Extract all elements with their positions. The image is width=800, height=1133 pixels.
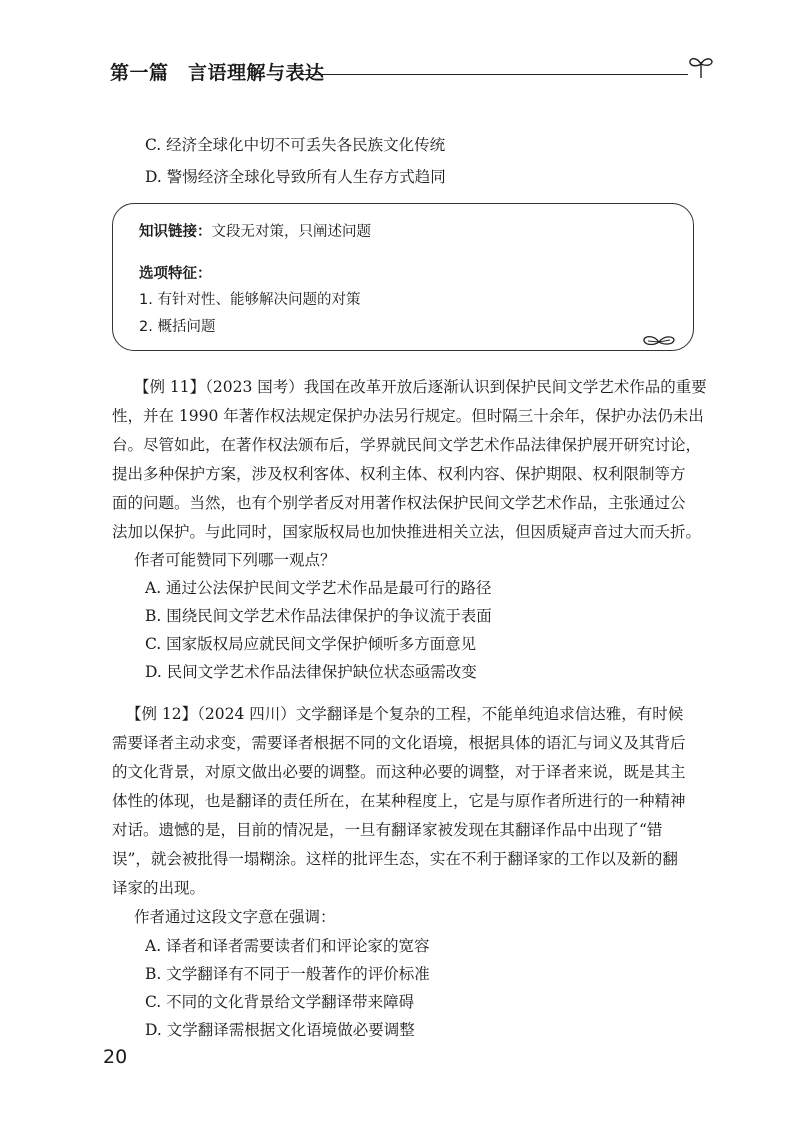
- passage-line: 误”，就会被批得一塌糊涂。这样的批评生态，实在不利于翻译家的工作以及新的翻: [112, 850, 678, 868]
- passage-line: 体性的体现，也是翻译的责任所在，在某种程度上，它是与原作者所进行的一种精神: [112, 792, 686, 810]
- header-title: 第一篇 言语理解与表达: [110, 62, 325, 84]
- example-11-option-a: A. 通过公法保护民间文学艺术作品是最可行的路径: [145, 579, 492, 597]
- passage-line: 对话。遗憾的是，目前的情况是，一旦有翻译家被发现在其翻译作品中出现了“错: [112, 821, 663, 839]
- passage-line: 台。尽管如此，在著作权法颁布后，学界就民间文学艺术作品法律保护展开研究讨论，: [112, 436, 702, 454]
- sprout-icon: [686, 52, 716, 82]
- prev-option-d: D. 警惕经济全球化导致所有人生存方式趋同: [145, 168, 446, 186]
- passage-line: 法加以保护。与此同时，国家版权局也加快推进相关立法，但因质疑声音过大而夭折。: [112, 523, 702, 541]
- example-11-option-c: C. 国家版权局应就民间文学保护倾听多方面意见: [145, 635, 477, 653]
- passage-line: 【例 12】（2024 四川）文学翻译是个复杂的工程，不能单纯追求信达雅，有时候: [126, 705, 684, 723]
- example-11-option-b: B. 围绕民间文学艺术作品法律保护的争议流于表面: [145, 607, 492, 625]
- header-rule: [300, 74, 688, 75]
- passage-line: 【例 11】（2023 国考）我国在改革开放后逐渐认识到保护民间文学艺术作品的重要: [134, 378, 707, 396]
- example-11-option-d: D. 民间文学艺术作品法律保护缺位状态亟需改变: [145, 663, 477, 681]
- knowledge-box: [112, 203, 694, 351]
- page-number: 20: [103, 1046, 128, 1068]
- prev-option-c: C. 经济全球化中切不可丢失各民族文化传统: [145, 136, 446, 154]
- example-12-option-a: A. 译者和译者需要读者们和评论家的宽容: [145, 937, 430, 955]
- knowledge-link-line: [139, 220, 371, 241]
- knowledge-link-text: 文段无对策，只阐述问题: [211, 224, 371, 240]
- passage-line: 提出多种保护方案，涉及权利客体、权利主体、权利内容、保护期限、权利限制等方: [112, 465, 686, 483]
- feature-item: 1. 有针对性、能够解决问题的对策: [139, 292, 361, 308]
- feature-item: 2. 概括问题: [139, 319, 216, 335]
- passage-line: 面的问题。当然，也有个别学者反对用著作权法保护民间文学艺术作品，主张通过公: [112, 494, 686, 512]
- passage-line: 性，并在 1990 年著作权法规定保护办法另行规定。但时隔三十余年，保护办法仍未出: [112, 407, 704, 425]
- knowledge-link-label: 知识链接：: [139, 224, 212, 240]
- example-12-option-b: B. 文学翻译有不同于一般著作的评价标准: [145, 965, 430, 983]
- example-12-question: 作者通过这段文字意在强调：: [134, 908, 336, 926]
- example-12-option-d: D. 文学翻译需根据文化语境做必要调整: [145, 1021, 415, 1039]
- features-label: 选项特征：: [139, 266, 212, 282]
- leaf-ornament-icon: [639, 330, 679, 348]
- example-11-question: 作者可能赞同下列哪一观点？: [134, 551, 336, 569]
- running-header: [110, 58, 710, 86]
- passage-line: 的文化背景，对原文做出必要的调整。而这种必要的调整，对于译者来说，既是其主: [112, 763, 686, 781]
- passage-line: 译家的出现。: [112, 879, 206, 897]
- passage-line: 需要译者主动求变，需要译者根据不同的文化语境，根据具体的语汇与词义及其背后: [112, 734, 686, 752]
- example-12-option-c: C. 不同的文化背景给文学翻译带来障碍: [145, 993, 415, 1011]
